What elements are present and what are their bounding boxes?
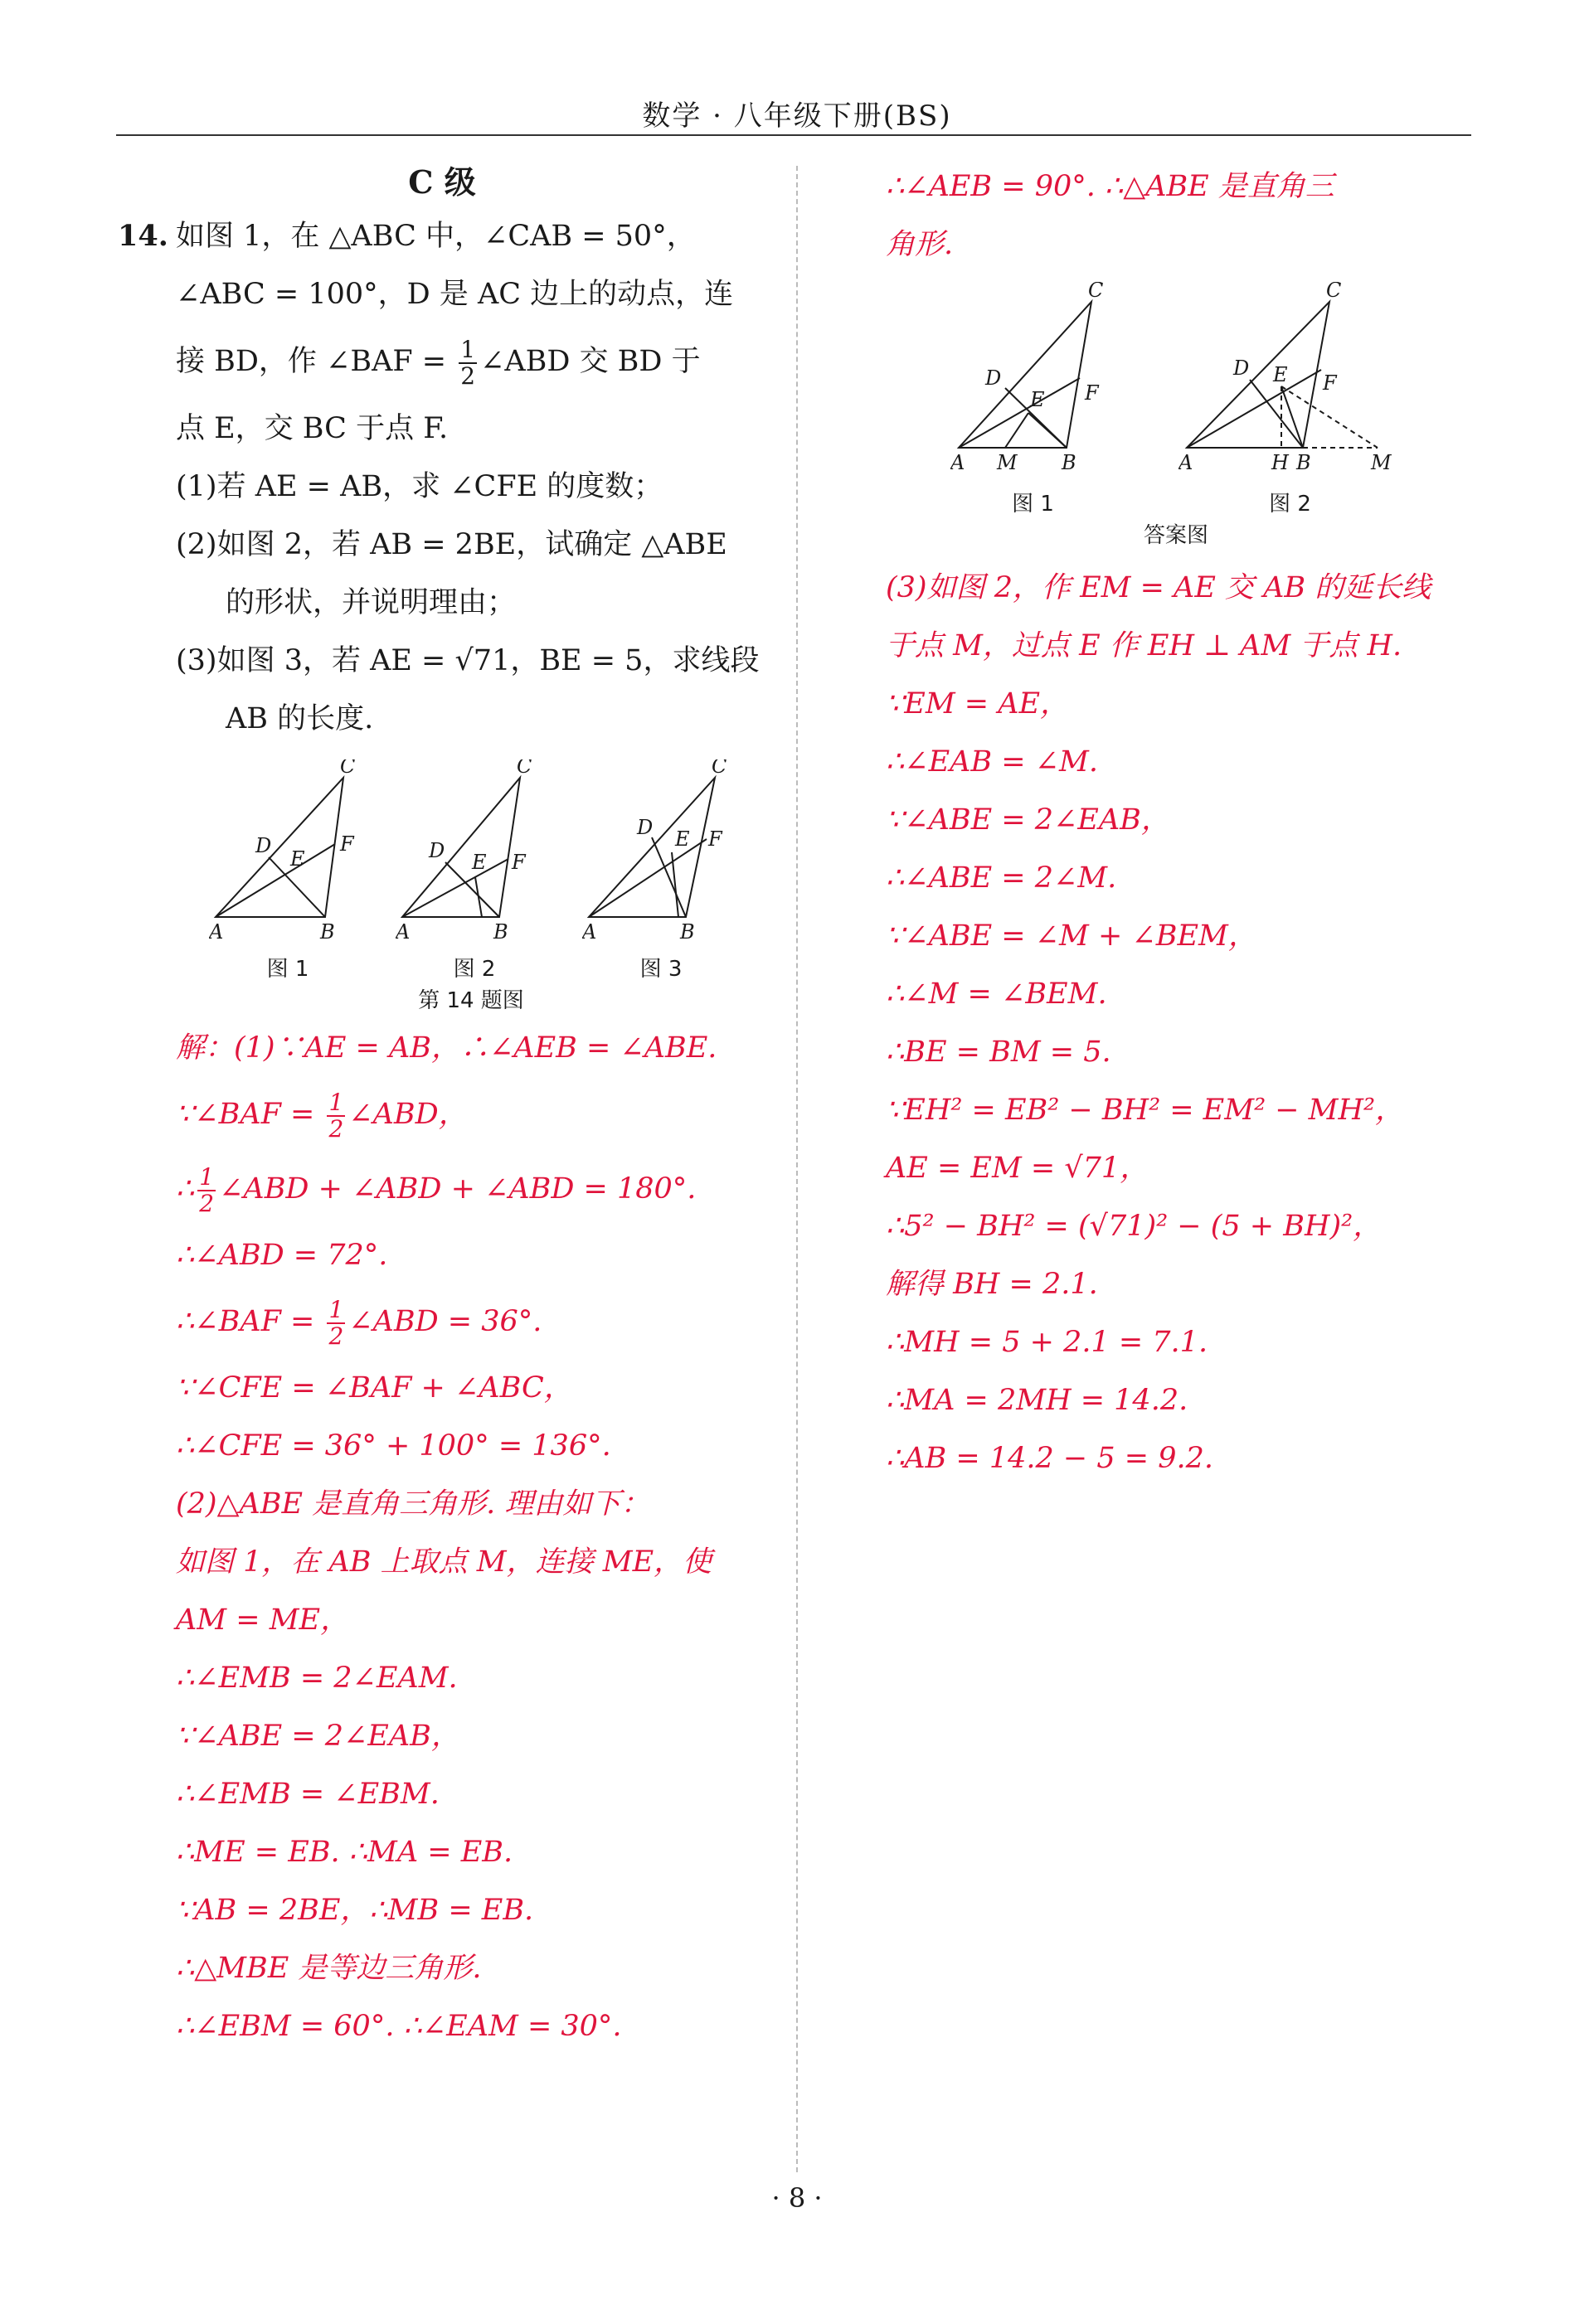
- level-heading: C 级: [408, 163, 476, 201]
- solution-line: 如图 1，在 AB 上取点 M，连接 ME，使: [176, 1545, 712, 1579]
- svg-text:C: C: [1325, 282, 1341, 302]
- solution-line: ∠ABD = 36°.: [348, 1305, 542, 1338]
- left-column: [118, 158, 766, 2055]
- solution-line: ∴∠AEB = 90°. ∴△ABE 是直角三: [886, 170, 1334, 203]
- figure-1-label: 图 1: [266, 957, 309, 982]
- svg-text:A: A: [396, 920, 411, 944]
- svg-text:D: D: [637, 816, 654, 839]
- answer-figure-2-diagram: [1178, 282, 1402, 481]
- svg-text:A: A: [209, 920, 224, 944]
- figure-2-diagram: [396, 759, 553, 946]
- stem-line-4: 点 E，交 BC 于点 F.: [176, 412, 449, 445]
- solution-line: 解得 BH = 2.1.: [886, 1268, 1098, 1301]
- solution-line: 角形.: [886, 228, 954, 261]
- svg-text:B: B: [493, 920, 508, 944]
- answer-figure-1-label: 图 1: [1012, 492, 1054, 517]
- solution-line: ∠ABD + ∠ABD + ∠ABD = 180°.: [219, 1172, 697, 1206]
- svg-text:E: E: [675, 827, 690, 851]
- answer-figure-1-diagram: [950, 282, 1116, 481]
- figure-3-label: 图 3: [639, 957, 683, 982]
- svg-text:M: M: [996, 451, 1018, 474]
- right-column: [886, 158, 1483, 1487]
- page-header: 数学 · 八年级下册(BS): [642, 99, 952, 133]
- answer-figure-1: [950, 282, 1116, 517]
- svg-text:B: B: [680, 920, 695, 944]
- svg-text:F: F: [1084, 381, 1099, 405]
- fraction-half: $\frac{1}{2}$: [328, 1088, 344, 1143]
- svg-text:E: E: [1029, 388, 1045, 411]
- stem-line-3b: ∠ABD 交 BD 于: [480, 345, 701, 378]
- solution-line: ∵EM = AE，: [886, 687, 1070, 720]
- sub-question-2b: 的形状，并说明理由；: [226, 586, 517, 619]
- sub-question-3a: (3)如图 3，若 AE = √71，BE = 5，求线段: [176, 644, 760, 677]
- solution-line: AM = ME，: [176, 1604, 350, 1637]
- answer-figures: [919, 282, 1433, 517]
- solution-line: AE = EM = √71，: [886, 1152, 1149, 1185]
- svg-text:H: H: [1271, 451, 1289, 474]
- solution-line: 于点 M，过点 E 作 EH ⊥ AM 于点 H.: [886, 629, 1402, 662]
- svg-text:A: A: [582, 920, 597, 944]
- page-number: · 8 ·: [771, 2182, 823, 2214]
- svg-text:C: C: [1087, 282, 1103, 302]
- answer-figure-2-label: 图 2: [1269, 492, 1311, 517]
- solution-left: [176, 1019, 766, 2055]
- stem-line-1: 如图 1，在 △ABC 中，∠CAB = 50°，: [176, 220, 696, 253]
- solution-line: ∴∠EMB = 2∠EAM.: [176, 1662, 458, 1695]
- question-14: [118, 207, 766, 2055]
- solution-line: ∴∠ABE = 2∠M.: [886, 861, 1117, 895]
- solution-line: ∴MA = 2MH = 14.2.: [886, 1384, 1188, 1417]
- figure-1-diagram: [209, 759, 367, 946]
- solution-line: (2)△ABE 是直角三角形. 理由如下：: [176, 1487, 650, 1521]
- svg-text:B: B: [1061, 451, 1076, 474]
- solution-line: 解：(1)∵AE = AB，∴∠AEB = ∠ABE.: [176, 1031, 717, 1065]
- svg-text:F: F: [1322, 371, 1337, 395]
- solution-line: ∴∠CFE = 36° + 100° = 136°.: [176, 1429, 611, 1463]
- solution-line: ∵∠ABE = ∠M + ∠BEM，: [886, 919, 1257, 953]
- svg-text:E: E: [1272, 363, 1288, 386]
- svg-text:C: C: [517, 759, 532, 778]
- sub-question-2a: (2)如图 2，若 AB = 2BE，试确定 △ABE: [176, 528, 727, 561]
- solution-line: ∴: [176, 1172, 195, 1206]
- column-divider: [796, 166, 798, 2172]
- figure-2-label: 图 2: [453, 957, 496, 982]
- solution-line: ∴∠ABD = 72°.: [176, 1239, 388, 1272]
- svg-text:F: F: [340, 832, 354, 856]
- header-rule: [116, 134, 1471, 136]
- answer-figure-2: [1178, 282, 1402, 517]
- svg-text:D: D: [255, 834, 272, 857]
- solution-line: ∴MH = 5 + 2.1 = 7.1.: [886, 1326, 1208, 1359]
- figure-2: [396, 759, 553, 982]
- svg-text:E: E: [472, 851, 487, 874]
- solution-line: ∴∠M = ∠BEM.: [886, 978, 1107, 1011]
- solution-line: ∴∠BAF =: [176, 1305, 324, 1338]
- solution-line: ∴∠EBM = 60°. ∴∠EAM = 30°.: [176, 2010, 622, 2043]
- solution-line: ∵∠BAF =: [176, 1098, 324, 1131]
- svg-text:B: B: [1295, 451, 1311, 474]
- solution-line: ∵∠CFE = ∠BAF + ∠ABC，: [176, 1371, 573, 1405]
- sub-question-1: (1)若 AE = AB，求 ∠CFE 的度数；: [176, 470, 663, 503]
- fraction-half: $\frac{1}{2}$: [199, 1162, 215, 1217]
- solution-line: ∴ME = EB. ∴MA = EB.: [176, 1836, 513, 1869]
- solution-line: (3)如图 2，作 EM = AE 交 AB 的延长线: [886, 571, 1431, 604]
- svg-text:B: B: [320, 920, 335, 944]
- svg-text:F: F: [512, 851, 526, 874]
- svg-text:D: D: [429, 839, 445, 862]
- solution-line: ∴∠EMB = ∠EBM.: [176, 1778, 440, 1811]
- solution-line: ∵EH² = EB² − BH² = EM² − MH²，: [886, 1094, 1405, 1127]
- question-figures: [209, 759, 740, 982]
- solution-line: ∴AB = 14.2 − 5 = 9.2.: [886, 1442, 1213, 1475]
- fraction-half: $\frac{1}{2}$: [460, 335, 476, 390]
- question-number: 14.: [118, 219, 168, 253]
- svg-text:F: F: [708, 827, 722, 851]
- svg-text:E: E: [290, 847, 305, 871]
- svg-text:A: A: [1178, 451, 1193, 474]
- solution-line: ∵∠ABE = 2∠EAB，: [176, 1720, 460, 1753]
- figure-1: [209, 759, 367, 982]
- solution-line: ∴∠EAB = ∠M.: [886, 745, 1099, 779]
- solution-line: ∴5² − BH² = (√71)² − (5 + BH)²，: [886, 1210, 1383, 1243]
- svg-text:C: C: [712, 759, 727, 778]
- svg-text:A: A: [950, 451, 965, 474]
- sub-question-3b: AB 的长度.: [226, 702, 374, 735]
- stem-line-2: ∠ABC = 100°，D 是 AC 边上的动点，连: [176, 278, 734, 311]
- figure-3: [582, 759, 740, 982]
- stem-line-3a: 接 BD，作 ∠BAF =: [176, 345, 456, 378]
- figure-caption: 第 14 题图: [418, 988, 524, 1013]
- solution-line: ∠ABD，: [348, 1098, 468, 1131]
- figure-3-diagram: [582, 759, 740, 946]
- solution-line: ∴△MBE 是等边三角形.: [176, 1952, 482, 1985]
- solution-line: ∵∠ABE = 2∠EAB，: [886, 803, 1170, 837]
- svg-text:D: D: [1232, 357, 1249, 380]
- svg-text:C: C: [340, 759, 356, 778]
- answer-figure-caption: 答案图: [1143, 523, 1208, 548]
- solution-line: ∴BE = BM = 5.: [886, 1036, 1111, 1069]
- fraction-half: $\frac{1}{2}$: [328, 1295, 344, 1350]
- svg-text:D: D: [984, 366, 1001, 390]
- solution-line: ∵AB = 2BE，∴MB = EB.: [176, 1894, 534, 1927]
- svg-text:M: M: [1370, 451, 1392, 474]
